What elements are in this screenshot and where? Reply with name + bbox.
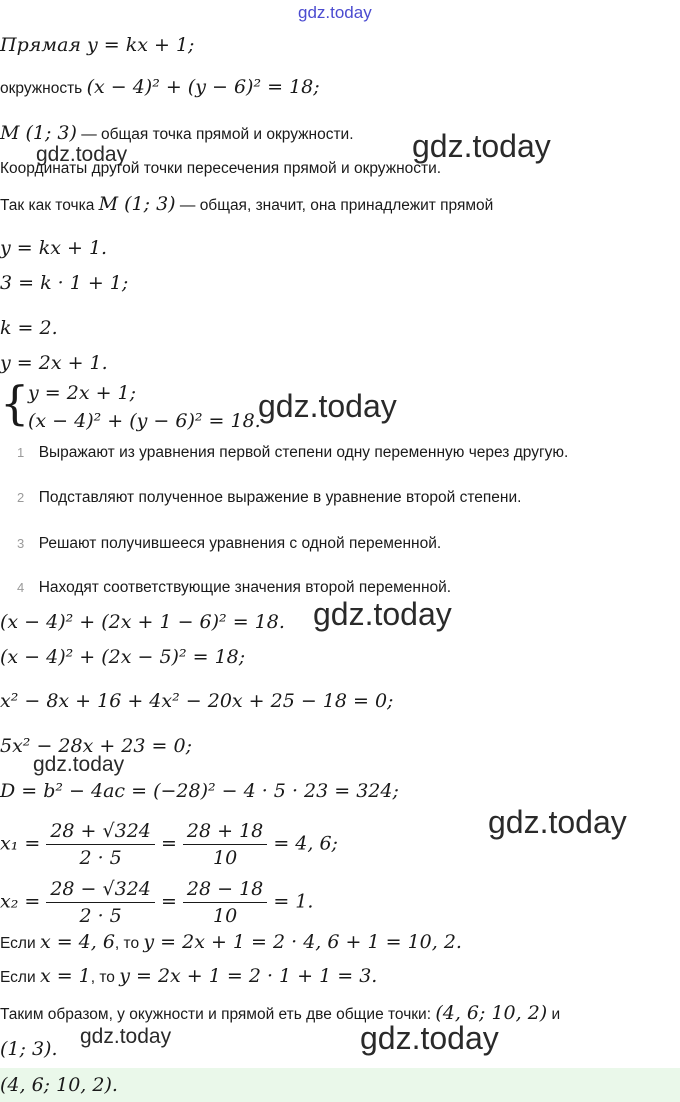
answer-box [0, 1068, 680, 1102]
math-lhs: x₂ = [0, 890, 41, 913]
line-given-circle [0, 76, 320, 98]
math: y = 2x + 1 = 2 · 4, 6 + 1 = 10, 2. [143, 931, 462, 953]
math-circle-equation: (x − 4)² + (y − 6)² = 18; [86, 76, 320, 98]
math: x = 1 [39, 965, 91, 987]
system-eq-1: y = 2x + 1; [28, 382, 137, 404]
watermark: gdz.today [488, 804, 627, 840]
system-eq-2: (x − 4)² + (y − 6)² = 18. [28, 410, 261, 432]
watermark: gdz.today [412, 128, 551, 164]
watermark: gdz.today [360, 1020, 499, 1056]
math-point: (4, 6; 10, 2) [435, 1002, 548, 1024]
math-root-x2: x₂ = $\frac{28 - √324}{2 \cdot 5}$ = $\frac{28 - 18}{10}$ = 1. [0, 878, 314, 927]
math-result: = 1. [273, 890, 314, 913]
line-common-point [0, 122, 354, 144]
step-item [17, 579, 451, 597]
math-point: M (1; 3) [0, 122, 77, 144]
fraction-numerator: 28 + √324 [46, 820, 155, 845]
step-item [17, 444, 568, 462]
watermark: gdz.today [36, 143, 128, 166]
math-line: (x − 4)² + (2x + 1 − 6)² = 18. [0, 611, 285, 633]
text: — общая, значит, она принадлежит прямой [175, 197, 494, 214]
line-if-1 [0, 931, 462, 953]
step-number: 2 [17, 490, 25, 505]
answer-text: (4, 6; 10, 2). [0, 1074, 118, 1096]
step-item [17, 489, 521, 507]
fraction [183, 878, 267, 927]
math-result: = 4, 6; [273, 832, 338, 855]
math-line: x² − 8x + 16 + 4x² − 20x + 25 − 18 = 0; [0, 690, 394, 712]
step-text: Решают получившееся уравнения с одной переменной. [38, 535, 442, 552]
math-line: k = 2. [0, 317, 58, 339]
watermark: gdz.today [33, 753, 125, 776]
fraction-denominator: 10 [213, 847, 238, 869]
step-number: 4 [17, 580, 25, 595]
fraction-denominator: 10 [213, 905, 238, 927]
math-point: (1; 3). [0, 1038, 58, 1060]
fraction [46, 820, 155, 869]
line-since [0, 193, 493, 215]
text: , то [114, 935, 144, 952]
line-task: Координаты другой точки пересечения прямой и окружности. [0, 160, 442, 177]
fraction [46, 878, 155, 927]
watermark: gdz.today [258, 388, 397, 424]
step-text: Находят соответствующие значения второй переменной. [38, 579, 452, 596]
line-given-line [0, 34, 194, 56]
step-number: 1 [17, 445, 25, 460]
watermark-top: gdz.today [298, 3, 372, 22]
text: Таким образом, у окужности и прямой еть две общие точки: [0, 1006, 436, 1023]
fraction-numerator: 28 + 18 [183, 820, 267, 845]
math-line: 5x² − 28x + 23 = 0; [0, 735, 192, 757]
line-if-2 [0, 965, 377, 987]
fraction-denominator: 2 · 5 [79, 905, 122, 927]
text: Так как точка [0, 197, 99, 214]
text: и [547, 1006, 561, 1023]
text: , то [90, 969, 120, 986]
step-text: Подставляют полученное выражение в уравнение второй степени. [38, 489, 522, 506]
math: y = 2x + 1 = 2 · 1 + 1 = 3. [119, 965, 378, 987]
math-line: y = 2x + 1. [0, 352, 108, 374]
fraction-numerator: 28 − 18 [183, 878, 267, 903]
text: — общая точка прямой и окружности. [76, 126, 354, 143]
fraction-numerator: 28 − √324 [46, 878, 155, 903]
step-item [17, 535, 441, 553]
text: окружность [0, 80, 87, 97]
fraction-denominator: 2 · 5 [79, 847, 122, 869]
math-lhs: x₁ = [0, 832, 41, 855]
math-line: (x − 4)² + (2x − 5)² = 18; [0, 646, 246, 668]
watermark: gdz.today [313, 596, 452, 632]
math-line: 3 = k · 1 + 1; [0, 272, 129, 294]
system-brace: { [0, 376, 30, 430]
math: x = 4, 6 [39, 931, 115, 953]
math-point: M (1; 3) [98, 193, 176, 215]
equation-system [0, 376, 30, 430]
step-text: Выражают из уравнения первой степени одну переменную через другую. [38, 444, 569, 461]
math-discriminant: D = b² − 4ac = (−28)² − 4 · 5 · 23 = 324; [0, 780, 399, 802]
step-number: 3 [17, 536, 25, 551]
text: Если [0, 969, 40, 986]
watermark: gdz.today [80, 1025, 172, 1048]
math-root-x1: x₁ = $\frac{28 + √324}{2 \cdot 5}$ = $\frac{28 + 18}{10}$ = 4, 6; [0, 820, 338, 869]
math-line: y = kx + 1. [0, 237, 108, 259]
line-conclusion [0, 1002, 560, 1024]
text: Если [0, 935, 40, 952]
math-line-equation: Прямая y = kx + 1; [0, 34, 195, 56]
fraction [183, 820, 267, 869]
